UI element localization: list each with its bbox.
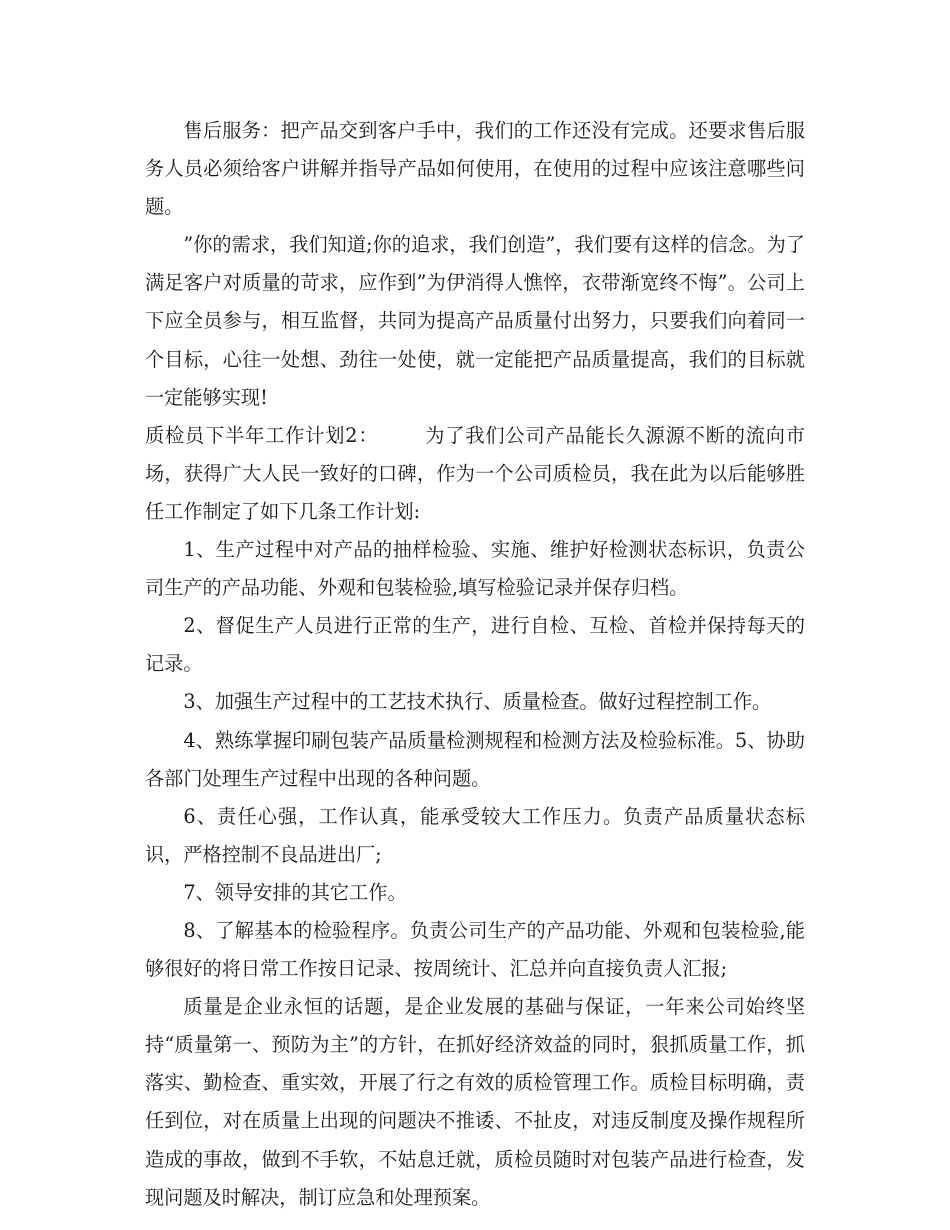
plan-heading: 质检员下半年工作计划2： [145,423,379,447]
plan-item-7: 7、领导安排的其它工作。 [183,880,407,904]
quality-belief-paragraph: ”你的需求，我们知道;你的追求，我们创造”，我们要有这样的信念。为了满足客户对质量的苛求，应作到”为伊消得人憔悴，衣带渐宽终不悔”。公司上下应全员参与，相互监督，共同为提高产品质量付出努力，只要我们向着同一个目标，心往一处想、劲往一处使，就一定能把产品质量提高，我们的目标就一定能够实现! [145,233,805,409]
plan-item-2: 2、督促生产人员进行正常的生产，进行自检、互检、首检并保持每天的记录。 [145,614,805,676]
closing-paragraph: 质量是企业永恒的话题，是企业发展的基础与保证，一年来公司始终坚持“质量第一、预防为主”的方针，在抓好经济效益的同时，狠抓质量工作，抓落实、勤检查、重实效，开展了行之有效的质检管理工作。质检目标明确，责任到位，对在质量上出现的问题决不推诿、不扯皮，对违反制度及操作规程所造成的事故，做到不手软，不姑息迁就，质检员随时对包装产品进行检查，发现问题及时解决，制订应急和处理预案。 [145,995,805,1209]
after-sales-paragraph: 售后服务：把产品交到客户手中，我们的工作还没有完成。还要求售后服务人员必须给客户讲解并指导产品如何使用，在使用的过程中应该注意哪些问题。 [145,119,805,219]
document-page [145,112,805,1217]
plan-item-6: 6、责任心强，工作认真，能承受较大工作压力。负责产品质量状态标识，严格控制不良品进出厂; [145,804,805,866]
plan-intro-text: 为了我们公司产品能长久源源不断的流向市场，获得广大人民一致好的口碑，作为一个公司质检员，我在此为以后能够胜任工作制定了如下几条工作计划: [145,423,805,523]
plan-item-8: 8、了解基本的检验程序。负责公司生产的产品功能、外观和包装检验,能够很好的将日常工作按日记录、按周统计、汇总并向直接负责人汇报; [145,918,805,981]
plan-item-4-5: 4、熟练掌握印刷包装产品质量检测规程和检测方法及检验标准。5、协助各部门处理生产过程中出现的各种问题。 [145,728,805,790]
plan-item-3: 3、加强生产过程中的工艺技术执行、质量检查。做好过程控制工作。 [183,690,772,714]
plan-item-1: 1、生产过程中对产品的抽样检验、实施、维护好检测状态标识，负责公司生产的产品功能、外观和包装检验,填写检验记录并保存归档。 [145,538,805,600]
plan-intro-paragraph [145,417,805,531]
